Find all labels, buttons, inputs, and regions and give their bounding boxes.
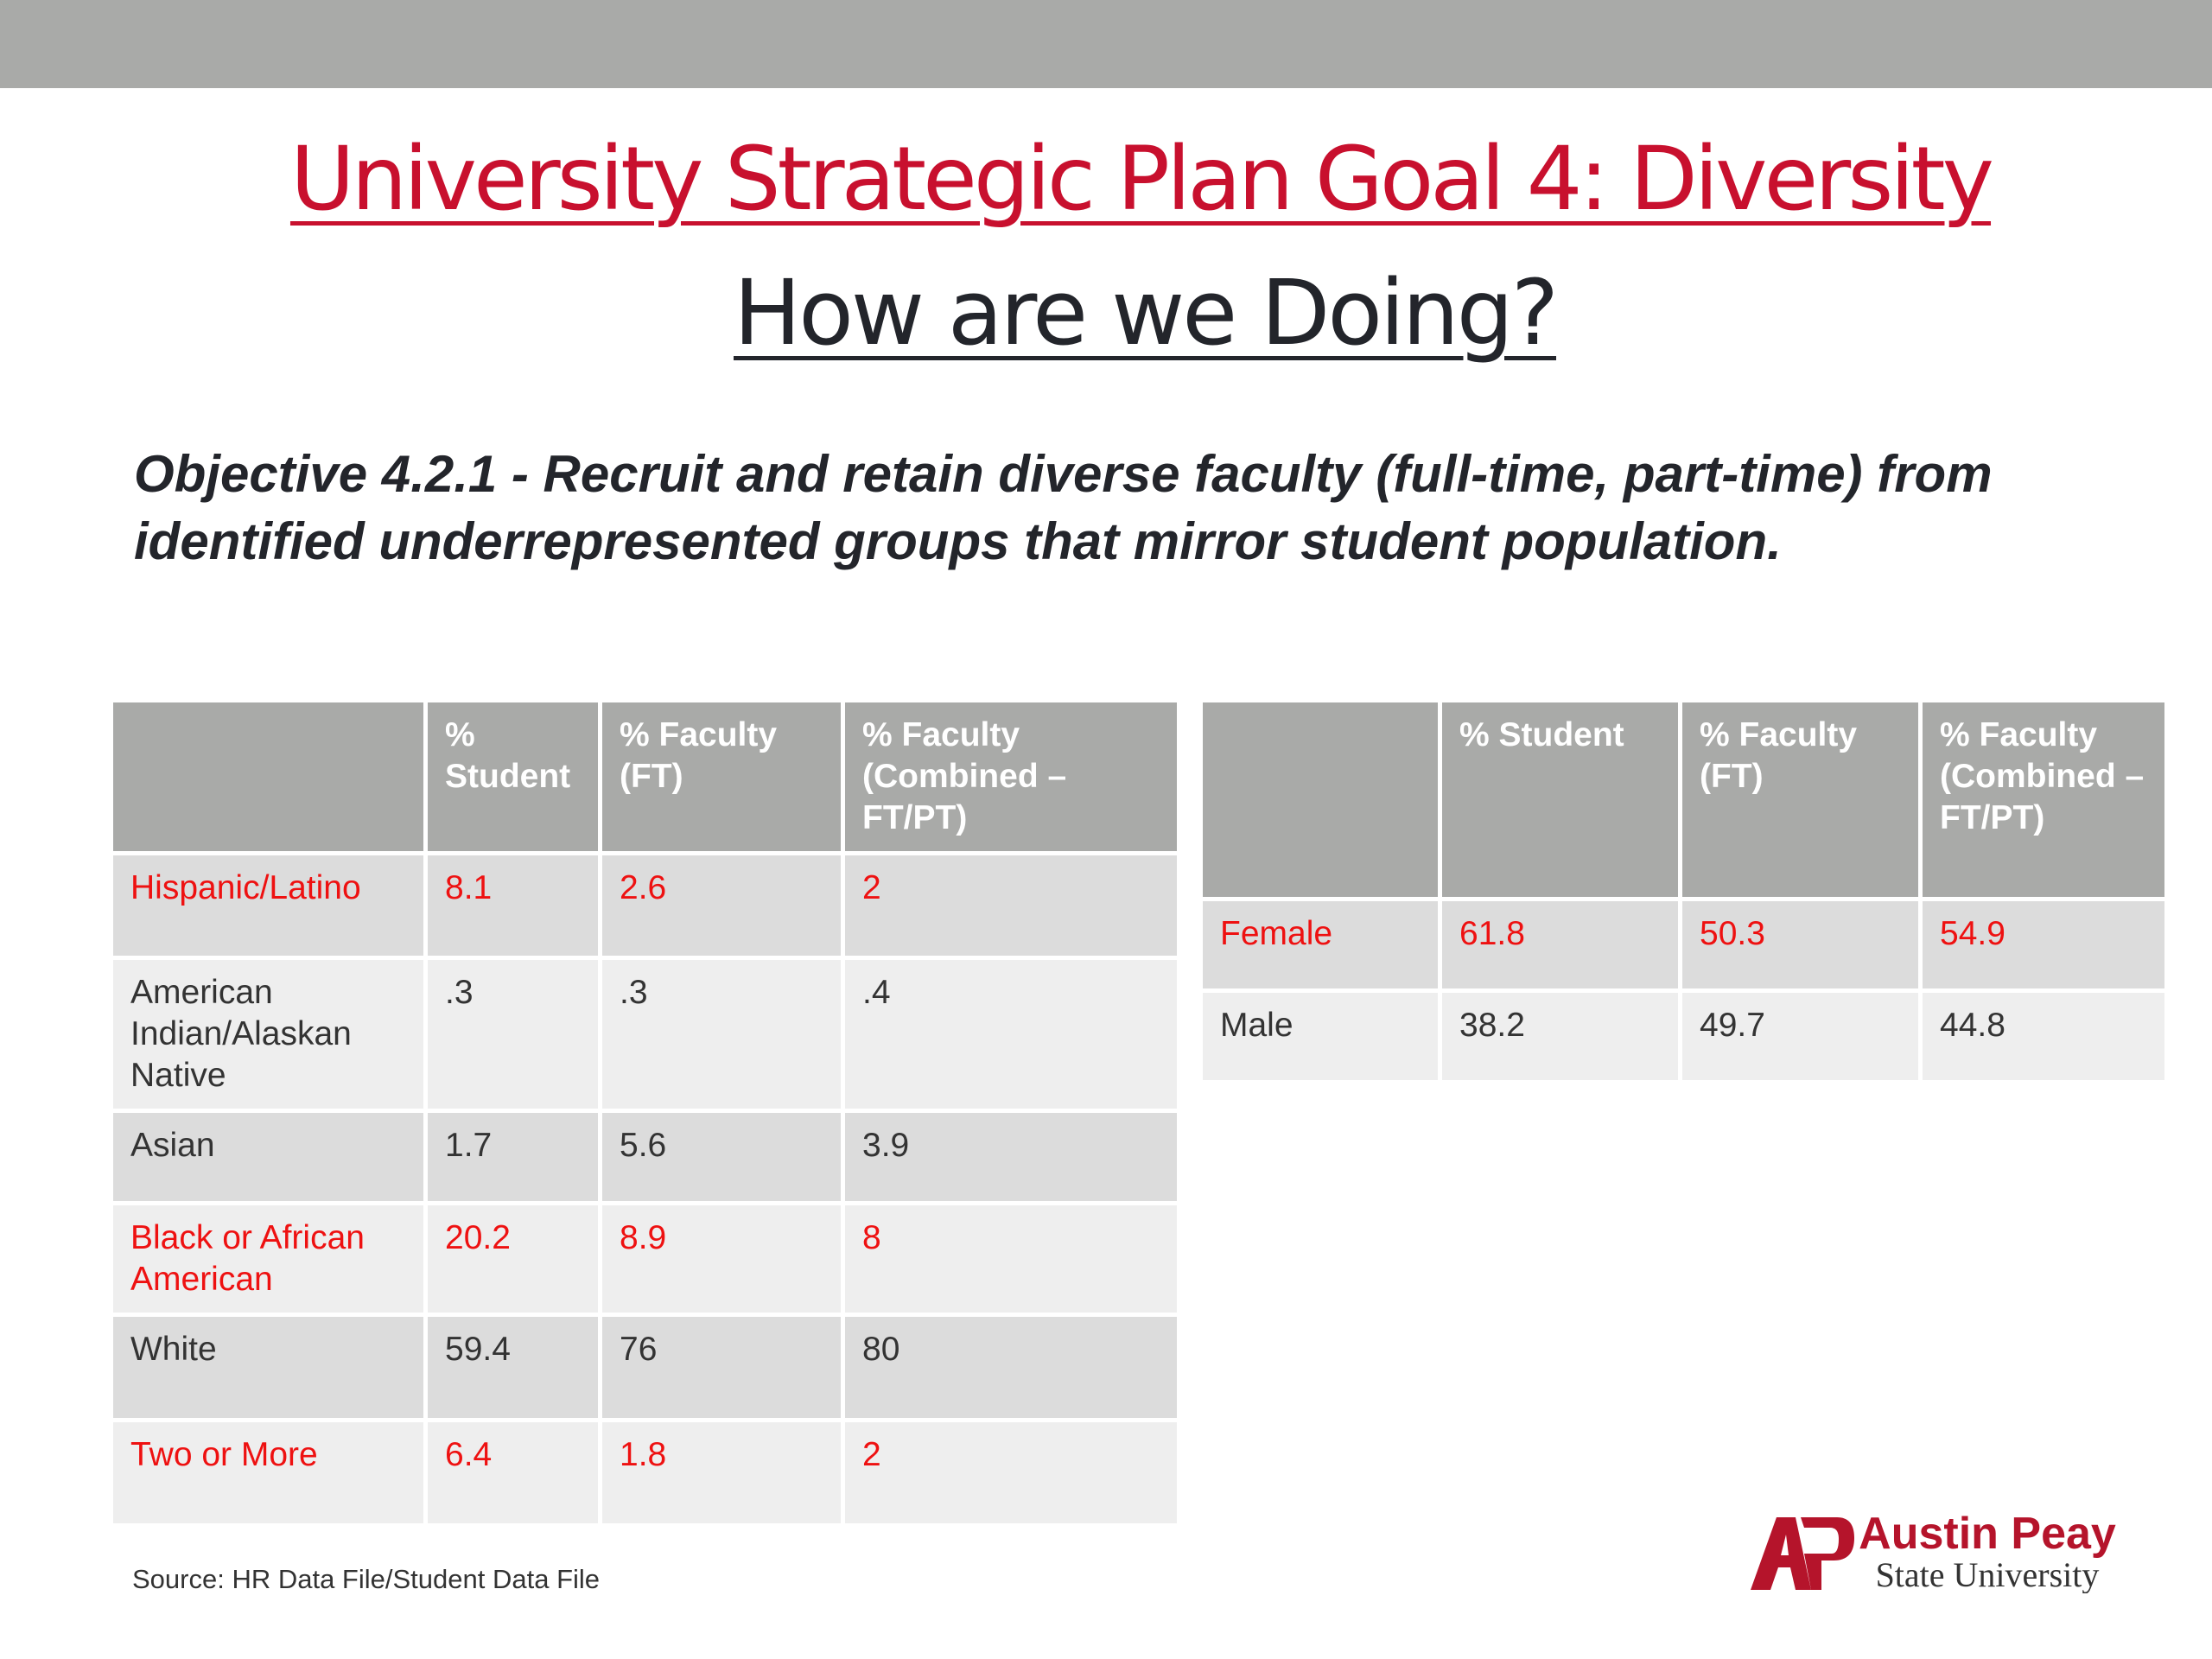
table-header-row bbox=[113, 702, 1177, 851]
row-label: Black or African American bbox=[113, 1205, 423, 1313]
cell-faculty-combined: 80 bbox=[845, 1317, 1177, 1418]
cell-faculty-ft: .3 bbox=[602, 960, 841, 1109]
table-row bbox=[113, 1317, 1177, 1418]
cell-student: 20.2 bbox=[428, 1205, 598, 1313]
table-row bbox=[1203, 901, 2164, 988]
header-cell-faculty-ft: % Faculty (FT) bbox=[1682, 702, 1918, 897]
row-label: Male bbox=[1203, 993, 1438, 1080]
austin-peay-logo bbox=[1747, 1510, 2127, 1593]
row-label: Hispanic/Latino bbox=[113, 855, 423, 956]
table-row bbox=[113, 1205, 1177, 1313]
header-cell-student: % Student bbox=[1442, 702, 1678, 897]
cell-student: 61.8 bbox=[1442, 901, 1678, 988]
table-row bbox=[113, 1422, 1177, 1523]
ap-monogram bbox=[1751, 1517, 1854, 1590]
slide-subtitle: How are we Doing? bbox=[733, 260, 1557, 365]
slide-title: University Strategic Plan Goal 4: Diversity bbox=[289, 128, 1992, 231]
row-label: Female bbox=[1203, 901, 1438, 988]
cell-faculty-combined: 8 bbox=[845, 1205, 1177, 1313]
cell-faculty-ft: 1.8 bbox=[602, 1422, 841, 1523]
row-label: White bbox=[113, 1317, 423, 1418]
cell-student: 1.7 bbox=[428, 1113, 598, 1201]
cell-student: 8.1 bbox=[428, 855, 598, 956]
header-cell-faculty-combined: % Faculty (Combined – FT/PT) bbox=[1923, 702, 2164, 897]
cell-faculty-combined: .4 bbox=[845, 960, 1177, 1109]
cell-faculty-combined: 54.9 bbox=[1923, 901, 2164, 988]
cell-student: 59.4 bbox=[428, 1317, 598, 1418]
cell-faculty-ft: 49.7 bbox=[1682, 993, 1918, 1080]
source-note: Source: HR Data File/Student Data File bbox=[132, 1564, 601, 1594]
table-row bbox=[113, 1113, 1177, 1201]
cell-student: 6.4 bbox=[428, 1422, 598, 1523]
cell-faculty-combined: 44.8 bbox=[1923, 993, 2164, 1080]
table-row bbox=[113, 960, 1177, 1109]
row-label: American Indian/Alaskan Native bbox=[113, 960, 423, 1109]
header-cell-faculty-combined: % Faculty (Combined – FT/PT) bbox=[845, 702, 1177, 851]
top-bar bbox=[0, 0, 2212, 88]
header-cell-label bbox=[113, 702, 423, 851]
cell-faculty-ft: 76 bbox=[602, 1317, 841, 1418]
row-label: Two or More bbox=[113, 1422, 423, 1523]
gender-table bbox=[1198, 698, 2169, 1084]
cell-faculty-ft: 5.6 bbox=[602, 1113, 841, 1201]
cell-faculty-combined: 2 bbox=[845, 855, 1177, 956]
table-row bbox=[113, 855, 1177, 956]
logo-line-2: State University bbox=[1875, 1555, 2100, 1593]
cell-student: 38.2 bbox=[1442, 993, 1678, 1080]
table-row bbox=[1203, 993, 2164, 1080]
logo-line-1: Austin Peay bbox=[1859, 1510, 2116, 1559]
header-cell-student: % Student bbox=[428, 702, 598, 851]
table-header-row bbox=[1203, 702, 2164, 897]
cell-faculty-combined: 2 bbox=[845, 1422, 1177, 1523]
header-cell-label bbox=[1203, 702, 1438, 897]
cell-faculty-ft: 2.6 bbox=[602, 855, 841, 956]
header-cell-faculty-ft: % Faculty (FT) bbox=[602, 702, 841, 851]
ethnicity-table bbox=[109, 698, 1181, 1528]
cell-faculty-ft: 8.9 bbox=[602, 1205, 841, 1313]
row-label: Asian bbox=[113, 1113, 423, 1201]
cell-faculty-ft: 50.3 bbox=[1682, 901, 1918, 988]
objective-text: Objective 4.2.1 - Recruit and retain diverse faculty (full-time, part-time) from identified underrepresented groups that mirror student population. bbox=[134, 445, 1993, 570]
cell-student: .3 bbox=[428, 960, 598, 1109]
cell-faculty-combined: 3.9 bbox=[845, 1113, 1177, 1201]
